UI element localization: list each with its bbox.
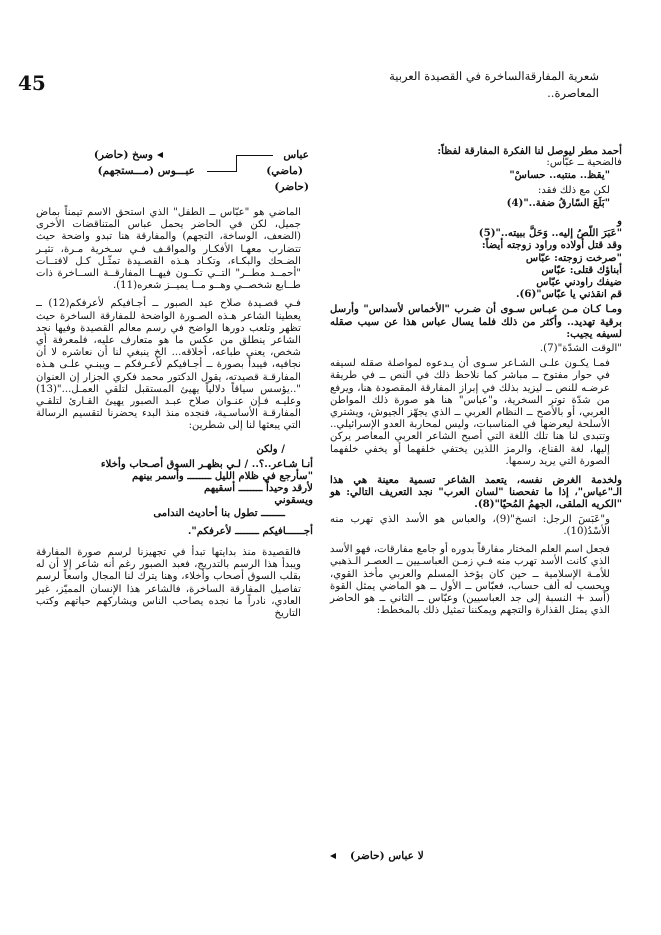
right-paragraph: ومـا كـان مـن عبـاس سـوى أن ضـرب "الأخماس لأسداس" وأرسل برقية تهديد.. وأكثر من ذلك فلما يسال عباس هذا عن سبب صقله لسيفه يجيب: [330, 303, 622, 340]
right-paragraph: فجعل اسم العلم المختار مفارقاً بدوره أو جامع مفارقات، فهو الأسد الذي كانت الأسد تهرب منه فـي زمـن العباسـيين ــ العصـر الـذهبي للأمـة الإسلامية ــ حين كان يؤخذ المسلم والعربي مأخذ القوي، ويحسب له ألف حساب، فعبّاس ــ الأول ــ هو الماضي يمثل القوة (أسد + النسبة إلى جد العباسيين) وعبّاس ــ الثاني ــ هو الحاضر الذي يمثل القذارة والتجهم ويمكننا تمثيل ذلك بالمخطط: [330, 544, 610, 617]
right-paragraph: "صرخت زوجته: عبّاس [525, 251, 622, 264]
left-paragraph: ــــــــ تطول بنا أحاديث الندامى [153, 506, 285, 519]
page-number: 45 [18, 71, 46, 95]
abbas-diagram [36, 145, 313, 197]
left-paragraph: الماضي هو "عبّاس ــ الطفل" الذي استحق الاسم تيمناً بماض جميل، لكن في الحاضر يحمل عباس المتناقضات الأخرى (الضعف، الوساخة، التجهم) والمفارقة هنا تبدو واضحة حيث تتضارب معهـا الأفكـار والمواقـف فـي سـخرية مـرة، تثيـر الضـحك والبكـاء، وتكـاد هـذه القصـيدة تمثّـل كـل لافتــات "أحمــد مطــر" التــي تكــون فيهــا المفارقــة الســاخرة ذات طــابع شخصــي وهــو مــا يميــز شعره(11). [36, 207, 301, 292]
diagram-abbas: عباس [283, 149, 309, 161]
left-paragraph: أجــــــافيكم ــــــــ لأعرفكم". [187, 524, 313, 537]
diagram-arrow-icon [157, 152, 163, 158]
right-paragraph: ولخدمة الغرض نفسه، يتعمد الشاعر تسمية معينة هي هذا الـ"عباس"، إذا ما تفحصنا "لسان العرب" نجد التعريف التالي: هو "الكريه الملقى، الجهمُ المُحيّا"(8). [330, 474, 622, 511]
diagram-hader: (حاضر) [274, 181, 309, 193]
diagram-wasakh: وسخ (حاضر) [93, 149, 153, 161]
right-paragraph: و"عَبَسَ الرجل: اتسخ"(9)، والعباس هو الأسد الذي تهرب منه الأسْدُ(10). [330, 513, 610, 537]
diagram-connector-vertical [236, 155, 237, 171]
header-line-2: المعاصرة.. [547, 86, 599, 100]
right-paragraph: و [617, 215, 622, 228]
diagram-connector-top [237, 155, 273, 156]
right-paragraph: لكن مع ذلك فقد: [537, 184, 610, 196]
right-paragraph: فمـا يكـون علـى الشـاعر سـوى أن يـدعوه لمواصلة صقله لسيفه في حوار مفتوح ــ مباشر كما نلاحظ ذلك في النص ــ في طريقة عرضـه للنص ــ ليزيد بذلك في إبراز المفارقة المقصودة هنا، ويرفع من شدّة توتر السخرية، و"عباس" هنا هو صورة ذلك المواطن العربي، أو بالأصح ــ النظام العربي ــ الذي يجهّز الجيوش، ويشتري الأسلحة ليعرضها في المناسبات، وليس لمحاربة العدو الإسرائيلي.. وتتبدى لنا هنا تلك اللغة التي أصبح الشاعر العربي المعاصر يركن إليها، لغة القناع، والرمز اللذين يختفي خلفهما أو يخفي خلفهما الصورة التي يريد رسمها. [330, 358, 610, 467]
left-column [36, 145, 313, 620]
right-paragraph: أحمد مطر ليوصل لنا الفكرة المفارقة لفظاً: [437, 145, 622, 157]
final-arrow-icon [330, 853, 336, 859]
left-paragraph: فالقصيدة منذ بدايتها تبدأ في تجهيزنا لرسم صورة المفارقة ويبدأ هذا الرسم بالتدريج، فعبد الصبور رغم أنه شاعر إلا أن له بقلب السوق أصحاب وأخلاء، وهنا يترك لنا المجال واسعاً لرسم تفاصيل المفارقة الساخرة، فالشاعر هذا الإنسان المميّز، غير العادي، نادراً ما نجده يصاحب الناس ويشاركهم حياتهم وكتب التاريخ [36, 547, 301, 620]
left-paragraph: / ولكن [256, 442, 285, 455]
diagram-abous: عبـــوس (مـــستجهم) [97, 165, 195, 177]
left-paragraph: فـي قصـيدة صلاح عيد الصبور ــ أجـافيكم لأعرفكم(12) ــ يعطينا الشاعر هـذه الصـورة الواضحة للمفارقة الساخرة حيث تظهر وتلعب دورها الواضح في رسم معالم القصيدة وفيها نجد الشاعر ينطلق من عكس ما هو متعارف عليه، فلمعرفة أي شخص، يعني طباعه، أخلاقه... الخ ينبغي لنا أن نعاشره لا أن نجافيه، فيبدأ بصورة ــ أجـافيكم لأعـرفكم ــ ويبنـي علـى هـذه المفارقـة قصيدته، يقول الدكتور محمد فكري الجزار إن العنوان "..يؤسس سياقاً دلالياً يهيئ المستقبل لتلقي العمـل..."(13) وعليـه فـإن عنـوان صلاح عبـد الصبور يهيئ القـارئ لتلقـي المفارقـة الأساسـية، فنجده منذ البدء يحضرنا لتقسيم الرسالة التي يبعثها لنا إلى شطرين: [36, 298, 301, 432]
right-paragraph: "الوقت الشدّة"(7). [539, 343, 622, 355]
diagram-madi: (ماضي) [266, 165, 303, 177]
diagram-connector-bottom [207, 171, 237, 172]
left-paragraph: أنـا شـاعر..؟.. / لـي بظهـر السوق أصـحاب وأخلاء [100, 457, 313, 470]
left-paragraph: "سأرجع في ظلام الليل ــــــــ وأسمر بينهم [132, 470, 313, 483]
right-paragraph: قم انقذني يا عبّاس"(6). [515, 288, 622, 301]
right-paragraph: أبناؤك قتلى: عبّاس [541, 263, 622, 276]
header-line-1: شعرية المفارقةالساخرة في القصيدة العربية [389, 69, 599, 83]
right-paragraph: ضيفك راودني عبّاس [536, 276, 622, 289]
right-paragraph: "بَلَعَ السّارقُ ضفة.."(4) [506, 196, 610, 209]
running-header [369, 68, 599, 102]
left-paragraphs [36, 207, 313, 620]
left-paragraph: لأرقد وحيداً ــــــــ أسقيهم [203, 482, 313, 495]
right-paragraph: فالضحية ــ عبّاس: [546, 157, 622, 169]
right-paragraph: وقد قتل أولاده وراود زوجته أيضاً: [481, 239, 622, 252]
right-paragraph: "عَبَرَ اللّصُ إليه.. وَحَلَّ ببيته.."(5) [478, 227, 622, 240]
right-column [330, 145, 622, 617]
left-paragraph: ويسقوني [274, 494, 313, 507]
final-diagram: لا عباس (حاضر) [350, 850, 424, 862]
right-paragraph: "يقظ.. منتبه.. حساسْ" [509, 169, 610, 182]
